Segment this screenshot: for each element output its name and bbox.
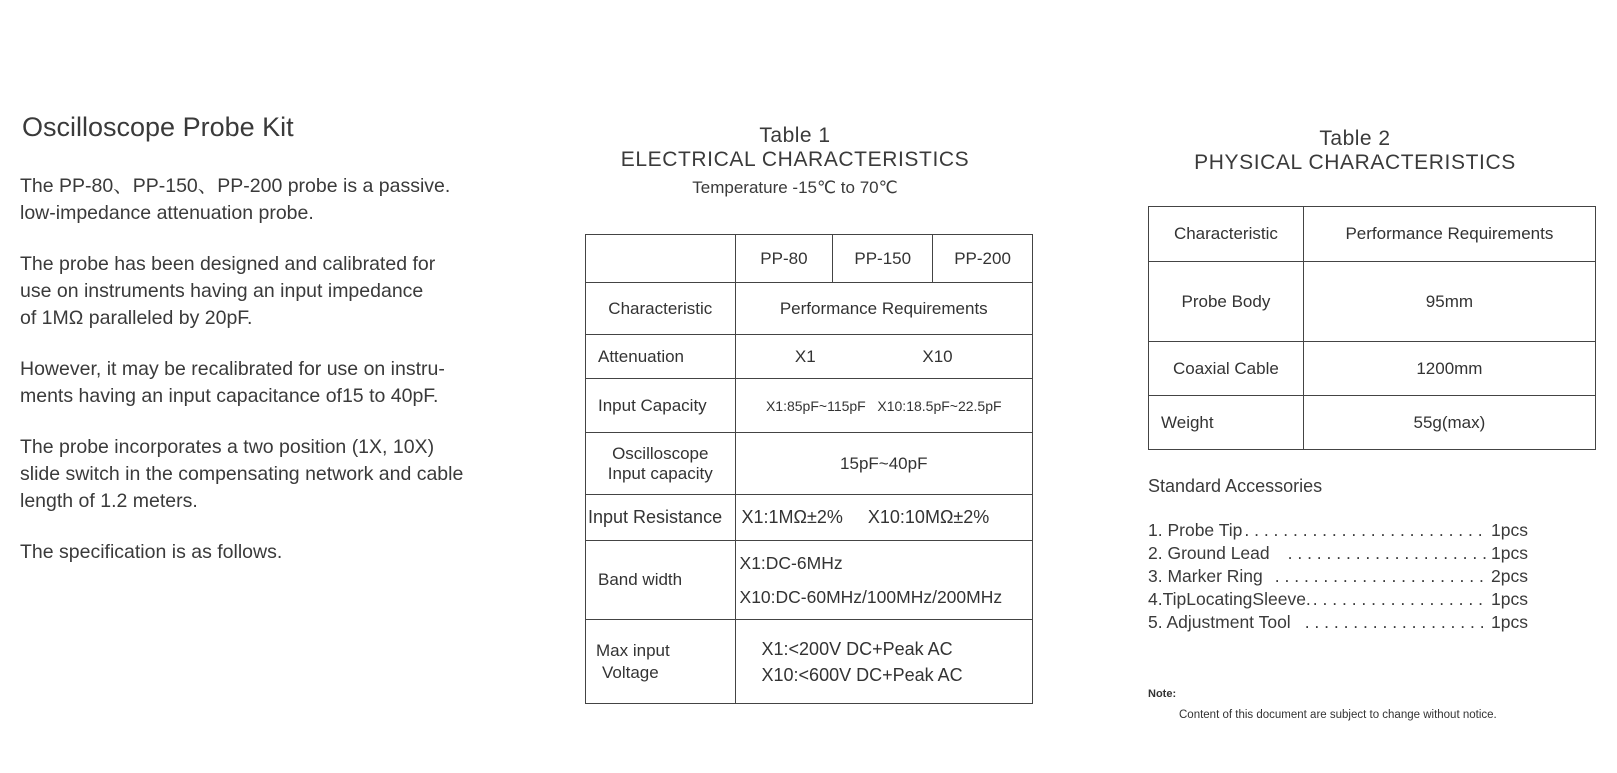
table-row bbox=[1149, 342, 1596, 396]
leader-dots bbox=[1275, 565, 1489, 588]
table1-subtitle: Temperature -15℃ to 70℃ bbox=[692, 178, 898, 197]
accessories-heading: Standard Accessories bbox=[1148, 476, 1323, 496]
model-header: PP-200 bbox=[933, 235, 1033, 283]
row-label: Coaxial Cable bbox=[1149, 342, 1304, 396]
intro-column bbox=[20, 112, 520, 590]
note-text: Content of this document are subject to change without notice. bbox=[1179, 709, 1497, 721]
specification-paragraph bbox=[20, 539, 520, 566]
model-header: PP-150 bbox=[833, 235, 933, 283]
leader-dots bbox=[1244, 519, 1489, 542]
list-item bbox=[1148, 519, 1528, 542]
row-label: Attenuation bbox=[586, 335, 736, 379]
accessories-section bbox=[1148, 476, 1528, 634]
paragraph-line: The specification is as follows. bbox=[20, 541, 283, 563]
table-row bbox=[1149, 262, 1596, 342]
table-row bbox=[586, 235, 1033, 283]
accessory-name: 5. Adjustment Tool bbox=[1148, 612, 1291, 632]
bandwidth-x10: X10:DC-60MHz/100MHz/200MHz bbox=[739, 587, 1003, 607]
accessory-name: 2. Ground Lead bbox=[1148, 543, 1270, 563]
row-label bbox=[586, 433, 736, 495]
row-label-line: Max input bbox=[596, 640, 670, 660]
table-row bbox=[586, 620, 1033, 704]
row-label: Band width bbox=[586, 541, 736, 620]
row-value: X1:1MΩ±2% X10:10MΩ±2% bbox=[735, 495, 1032, 541]
paragraph-line: However, it may be recalibrated for use on instru- bbox=[20, 358, 445, 380]
leader-dots bbox=[1313, 588, 1489, 611]
table-row bbox=[586, 433, 1033, 495]
paragraph-line: low-impedance attenuation probe. bbox=[20, 202, 314, 224]
column-header: Characteristic bbox=[1149, 207, 1304, 262]
paragraph-line: The PP-80、PP-150、PP-200 probe is a passive. bbox=[20, 175, 451, 197]
row-value: 55g(max) bbox=[1303, 396, 1595, 450]
row-value bbox=[735, 541, 1032, 620]
leader-dots bbox=[1288, 542, 1489, 565]
table2-caption bbox=[1160, 127, 1550, 175]
table-row bbox=[586, 335, 1033, 379]
row-label: Weight bbox=[1149, 396, 1304, 450]
row-label: Characteristic bbox=[586, 283, 736, 335]
accessory-qty: 1pcs bbox=[1491, 612, 1528, 632]
intro-paragraph bbox=[20, 173, 520, 227]
list-item bbox=[1148, 611, 1528, 634]
table-row bbox=[586, 283, 1033, 335]
attenuation-x1: X1 bbox=[794, 346, 816, 366]
table1-number: Table 1 bbox=[759, 124, 831, 147]
accessory-name: 4.TipLocatingSleeve. bbox=[1148, 589, 1311, 609]
table2-title: PHYSICAL CHARACTERISTICS bbox=[1194, 151, 1516, 174]
note-section bbox=[1148, 688, 1497, 721]
paragraph-line: ments having an input capacitance of15 to 40pF. bbox=[20, 385, 439, 407]
row-label-line: Voltage bbox=[602, 662, 659, 682]
model-header: PP-80 bbox=[735, 235, 833, 283]
max-voltage-x1: X1:<200V DC+Peak AC bbox=[761, 638, 953, 659]
bandwidth-x1: X1:DC-6MHz bbox=[739, 553, 843, 573]
table2-number: Table 2 bbox=[1319, 127, 1391, 150]
table-row bbox=[586, 541, 1033, 620]
row-value: 95mm bbox=[1303, 262, 1595, 342]
row-value: 1200mm bbox=[1303, 342, 1595, 396]
row-label bbox=[586, 620, 736, 704]
table-row bbox=[586, 495, 1033, 541]
max-voltage-x10: X10:<600V DC+Peak AC bbox=[761, 664, 963, 685]
column-header: Performance Requirements bbox=[735, 283, 1032, 335]
list-item bbox=[1148, 565, 1528, 588]
table-row bbox=[1149, 207, 1596, 262]
electrical-characteristics-table bbox=[585, 234, 1033, 704]
table1-title: ELECTRICAL CHARACTERISTICS bbox=[620, 148, 970, 171]
list-item bbox=[1148, 588, 1528, 611]
row-label-line: Oscilloscope bbox=[612, 443, 709, 463]
paragraph-line: length of 1.2 meters. bbox=[20, 490, 198, 512]
accessory-qty: 1pcs bbox=[1491, 589, 1528, 609]
table-cell-empty bbox=[586, 235, 736, 283]
row-value bbox=[735, 620, 1032, 704]
calibration-paragraph bbox=[20, 251, 520, 332]
row-label-line: Input capacity bbox=[607, 463, 713, 483]
note-heading: Note: bbox=[1148, 688, 1177, 700]
column-header: Performance Requirements bbox=[1303, 207, 1595, 262]
table-row bbox=[586, 379, 1033, 433]
accessory-name: 1. Probe Tip bbox=[1148, 520, 1243, 540]
row-value: X1:85pF~115pF X10:18.5pF~22.5pF bbox=[735, 379, 1032, 433]
leader-dots bbox=[1305, 611, 1489, 634]
table-row bbox=[1149, 396, 1596, 450]
accessory-qty: 1pcs bbox=[1491, 543, 1528, 563]
row-label: Probe Body bbox=[1149, 262, 1304, 342]
paragraph-line: The probe has been designed and calibrated for bbox=[20, 253, 436, 275]
switch-paragraph bbox=[20, 434, 520, 515]
recalibration-paragraph bbox=[20, 356, 520, 410]
list-item bbox=[1148, 542, 1528, 565]
paragraph-line: of 1MΩ paralleled by 20pF. bbox=[20, 307, 253, 329]
table1-caption bbox=[585, 124, 1005, 198]
accessory-qty: 2pcs bbox=[1491, 566, 1528, 586]
row-label: Input Resistance bbox=[586, 495, 736, 541]
row-value bbox=[735, 335, 1032, 379]
paragraph-line: use on instruments having an input impedance bbox=[20, 280, 424, 302]
row-label: Input Capacity bbox=[586, 379, 736, 433]
paragraph-line: The probe incorporates a two position (1X, 10X) bbox=[20, 436, 435, 458]
physical-characteristics-table bbox=[1148, 206, 1596, 450]
paragraph-line: slide switch in the compensating network and cable bbox=[20, 463, 464, 485]
attenuation-x10: X10 bbox=[922, 346, 953, 366]
accessory-qty: 1pcs bbox=[1491, 520, 1528, 540]
accessory-name: 3. Marker Ring bbox=[1148, 566, 1263, 586]
document-title: Oscilloscope Probe Kit bbox=[22, 112, 294, 142]
row-value: 15pF~40pF bbox=[735, 433, 1032, 495]
